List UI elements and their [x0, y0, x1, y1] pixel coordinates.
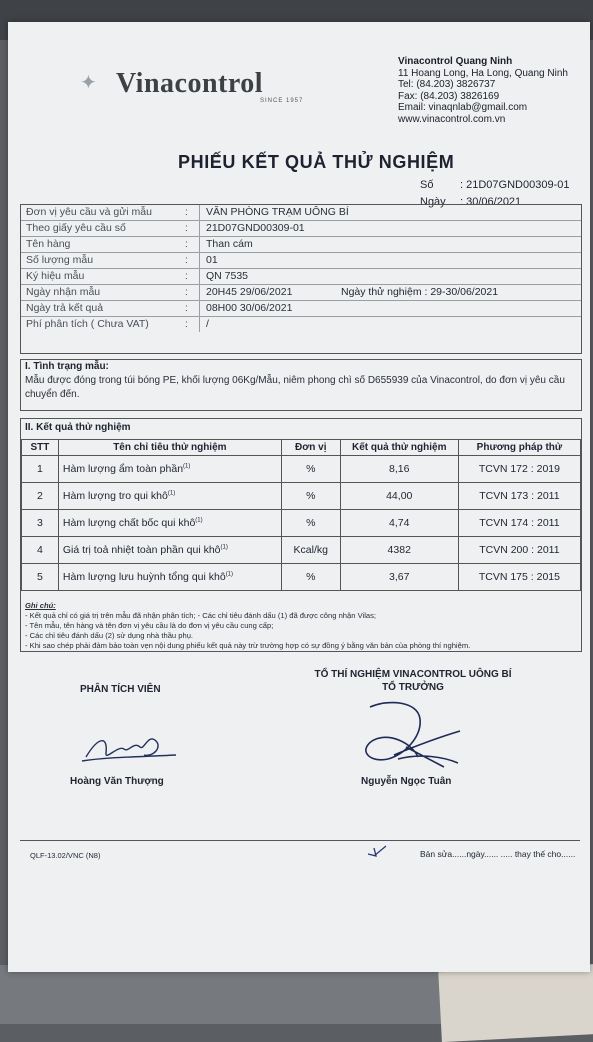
ngay-label: Ngày [420, 196, 446, 208]
sample-info-box [20, 204, 582, 354]
logo-text: Vinacontrol [116, 68, 264, 99]
info-label: Ngày nhận mẫu [26, 286, 101, 298]
info-value: Than cám [206, 238, 253, 250]
note-line: - Các chỉ tiêu đánh dấu (2) sử dụng nhà thầu phụ. [25, 631, 194, 640]
cell-method: TCVN 174 : 2011 [458, 510, 580, 537]
cell-result: 4382 [340, 537, 458, 564]
form-code: QLF-13.02/VNC (N8) [30, 851, 101, 860]
table-row [22, 510, 581, 537]
table-row [22, 537, 581, 564]
results-title: II. Kết quả thử nghiệm [25, 422, 131, 433]
cell-unit: % [281, 510, 340, 537]
sample-condition-box [20, 359, 582, 411]
cell-unit: % [281, 483, 340, 510]
info-separator: : [185, 222, 188, 234]
notes-title: Ghi chú: [25, 601, 56, 610]
condition-title: I. Tình trạng mẫu: [25, 361, 109, 372]
info-row [21, 301, 581, 317]
lab-head-title [293, 668, 533, 694]
company-website: www.vinacontrol.com.vn [398, 113, 506, 125]
indicator-name: Hàm lượng ẩm toàn phần [62, 463, 184, 475]
table-row [22, 564, 581, 591]
info-separator: : [185, 254, 188, 266]
cell-name [58, 510, 281, 537]
condition-text: Mẫu được đóng trong túi bóng PE, khối lượng 06Kg/Mẫu, niêm phong chì số D655939 của Vinacontrol, do đơn vị yêu cầu chuyển đến. [25, 375, 565, 400]
info-separator: : [185, 318, 188, 330]
company-tel: Tel: (84.203) 3826737 [398, 79, 496, 90]
info-row [21, 269, 581, 285]
info-row [21, 285, 581, 301]
cell-name [58, 564, 281, 591]
col-result: Kết quả thử nghiệm [340, 440, 458, 456]
analyst-title: PHÂN TÍCH VIÊN [80, 684, 161, 695]
info-separator: : [185, 206, 188, 218]
info-label: Phí phân tích ( Chưa VAT) [26, 318, 149, 330]
cell-stt: 4 [22, 537, 59, 564]
test-results-box [20, 418, 582, 652]
info-value: VĂN PHÒNG TRẠM UÔNG BÍ [206, 206, 349, 218]
info-value: 01 [206, 254, 218, 266]
cell-method: TCVN 200 : 2011 [458, 537, 580, 564]
logo-since: SINCE 1957 [260, 98, 304, 104]
vinacontrol-logo [80, 68, 304, 104]
info-row [21, 205, 581, 221]
background-card [438, 964, 593, 1042]
cell-result: 4,74 [340, 510, 458, 537]
pen-mark-icon [366, 844, 390, 860]
notes [25, 601, 575, 651]
vilas-mark: (1) [220, 544, 228, 551]
info-row [21, 237, 581, 253]
test-date-value: : 29-30/06/2021 [424, 286, 499, 298]
info-row [21, 253, 581, 269]
info-label: Tên hàng [26, 238, 71, 250]
cell-stt: 1 [22, 456, 59, 483]
cell-stt: 5 [22, 564, 59, 591]
info-value: / [206, 318, 209, 330]
lab-head-name: Nguyễn Ngọc Tuân [361, 776, 452, 787]
info-value: 21D07GND00309-01 [206, 222, 305, 234]
info-label: Ngày trả kết quả [26, 302, 104, 314]
company-address: 11 Hoang Long, Ha Long, Quang Ninh [398, 67, 568, 79]
cell-name [58, 483, 281, 510]
lab-head-signature [348, 697, 468, 777]
info-value: 20H45 29/06/2021 [206, 286, 293, 298]
cell-result: 44,00 [340, 483, 458, 510]
company-fax: Fax: (84.203) 3826169 [398, 90, 500, 102]
cell-name [58, 537, 281, 564]
cell-result: 8,16 [340, 456, 458, 483]
info-separator: : [185, 302, 188, 314]
cell-name [58, 456, 281, 483]
footer-divider [20, 840, 580, 841]
indicator-name: Giá trị toả nhiệt toàn phần qui khô [62, 544, 221, 556]
document-title: PHIẾU KẾT QUẢ THỬ NGHIỆM [178, 152, 455, 172]
col-stt: STT [22, 440, 59, 456]
vilas-mark: (1) [195, 517, 203, 524]
info-label: Theo giấy yêu cầu số [26, 222, 126, 234]
company-name: Vinacontrol Quang Ninh [398, 56, 513, 67]
info-value: 08H00 30/06/2021 [206, 302, 293, 314]
vilas-mark: (1) [167, 490, 176, 497]
cell-result: 3,67 [340, 564, 458, 591]
globe-icon: ✦ [80, 72, 97, 94]
info-value: QN 7535 [206, 270, 249, 282]
lab-role: TỔ TRƯỞNG [382, 682, 444, 693]
col-unit: Đơn vị [281, 440, 340, 456]
note-line: - Kết quả chỉ có giá trị trên mẫu đã nhận phân tích; - Các chỉ tiêu đánh dấu (1) đã được công nhận Vilas; [25, 611, 377, 620]
company-info [398, 56, 568, 125]
so-value: : 21D07GND00309-01 [460, 179, 570, 191]
cell-method: TCVN 172 : 2019 [458, 456, 580, 483]
analyst-name: Hoàng Văn Thượng [70, 776, 164, 787]
ngay-value: : 30/06/2021 [460, 196, 522, 208]
info-separator: : [185, 286, 188, 298]
vilas-mark: (1) [225, 571, 234, 578]
note-line: - Khi sao chép phải đảm bảo toàn vẹn nội dung phiếu kết quả này trừ trường hợp có sự đồng ý bằng văn bản của phòng thí nghiệm. [25, 641, 471, 650]
so-label: Số [420, 179, 434, 191]
table-header-row [22, 440, 581, 456]
cell-stt: 3 [22, 510, 59, 537]
analyst-signature [78, 727, 178, 767]
vilas-mark: (1) [183, 463, 191, 470]
info-label: Ký hiệu mẫu [26, 270, 85, 282]
col-method: Phương pháp thử [458, 440, 580, 456]
note-line: - Tên mẫu, tên hàng và tên đơn vị yêu cầu là do đơn vị yêu cầu cung cấp; [25, 621, 274, 630]
cell-unit: % [281, 456, 340, 483]
cell-method: TCVN 175 : 2015 [458, 564, 580, 591]
lab-name: TỔ THÍ NGHIỆM VINACONTROL UÔNG BÍ [314, 669, 512, 680]
col-name: Tên chỉ tiêu thử nghiệm [58, 440, 281, 456]
table-row [22, 483, 581, 510]
info-row [21, 221, 581, 237]
test-date-label: Ngày thử nghiệm [341, 286, 422, 298]
info-row [21, 317, 581, 332]
indicator-name: Hàm lượng lưu huỳnh tổng qui khô [62, 571, 226, 583]
indicator-name: Hàm lượng tro qui khô [62, 490, 168, 502]
cell-unit: Kcal/kg [281, 537, 340, 564]
company-email: Email: vinaqnlab@gmail.com [398, 102, 528, 113]
info-label: Số lượng mẫu [26, 254, 94, 266]
cell-unit: % [281, 564, 340, 591]
indicator-name: Hàm lượng chất bốc qui khô [62, 517, 196, 529]
document-page [8, 22, 590, 972]
edition-info: Bản sửa......ngày...... ..... thay thế cho...... [420, 849, 576, 859]
cell-method: TCVN 173 : 2011 [458, 483, 580, 510]
info-separator: : [185, 270, 188, 282]
test-date [341, 285, 498, 300]
info-separator: : [185, 238, 188, 250]
results-table [21, 439, 581, 591]
table-row [22, 456, 581, 483]
info-label: Đơn vị yêu cầu và gửi mẫu [26, 206, 152, 218]
cell-stt: 2 [22, 483, 59, 510]
